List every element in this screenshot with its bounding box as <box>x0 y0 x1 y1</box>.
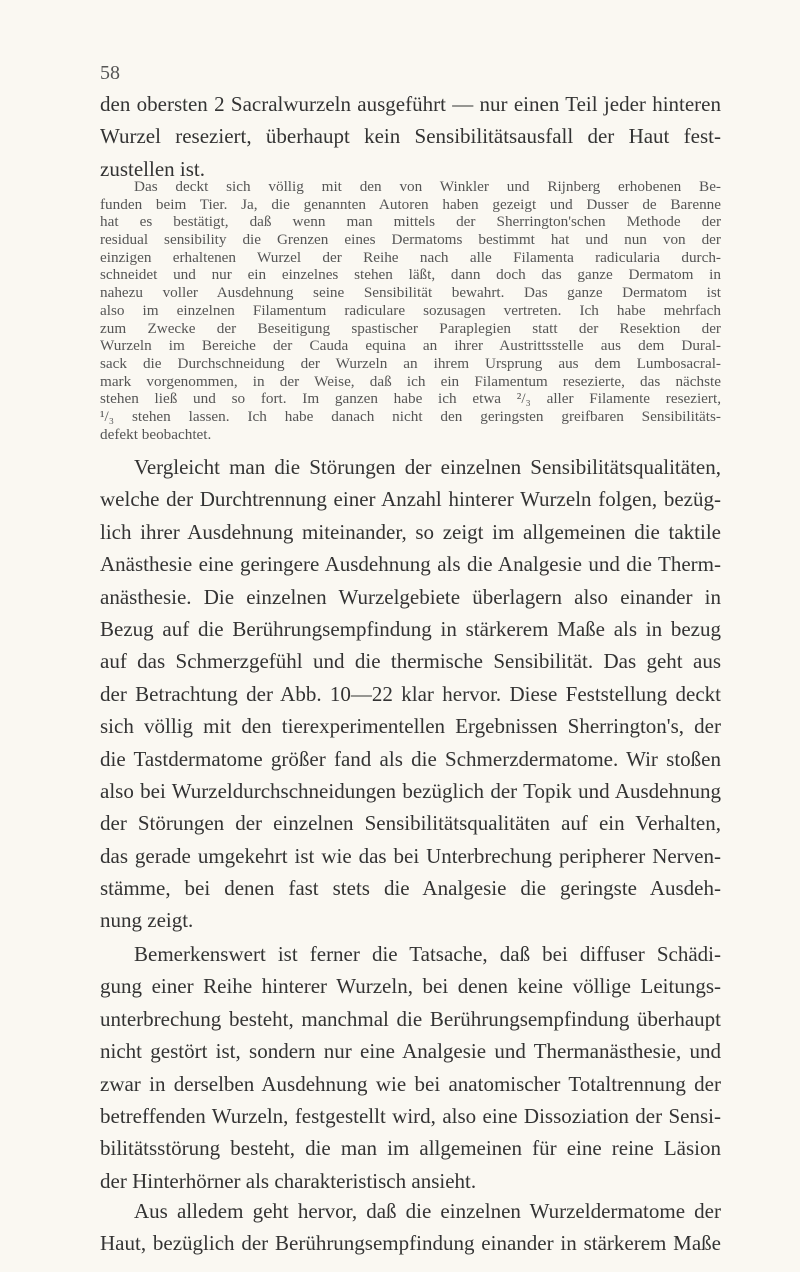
text-line: schneidet und nur ein einzelnes stehen läßt, dann doch das ganze Dermatom in <box>100 266 721 284</box>
text-line: sich völlig mit den tierexperimentellen Ergebnissen Sherrington's, der <box>100 714 721 739</box>
text-line: Bezug auf die Berührungsempfindung in stärkerem Maße als in bezug <box>100 616 721 641</box>
text-line: welche der Durchtrennung einer Anzahl hinterer Wurzeln folgen, bezüg- <box>100 487 721 512</box>
text-line: einzigen erhaltenen Wurzel der Reihe nach alle Filamenta radicularia durch- <box>100 248 721 266</box>
text-line: zustellen ist. <box>100 156 205 181</box>
text-line: der Störungen der einzelnen Sensibilitätsqualitäten auf ein Verhalten, <box>100 811 721 836</box>
text-line: hat es bestätigt, daß wenn man mittels der Sherrington'schen Methode der <box>100 213 721 231</box>
text-line: Bemerkenswert ist ferner die Tatsache, daß bei diffuser Schädi- <box>134 942 721 966</box>
text-line: nung zeigt. <box>100 908 194 933</box>
text-line: mark vorgenommen, in der Weise, daß ich ein Filamentum resezierte, das nächste <box>100 372 721 390</box>
text-line: zum Zwecke der Beseitigung spastischer Paraplegien statt der Resektion der <box>100 319 721 337</box>
text-line: betreffenden Wurzeln, festgestellt wird, also eine Dissoziation der Sensi- <box>100 1103 721 1128</box>
text-line: zwar in derselben Ausdehnung wie bei anatomischer Totaltrennung der <box>100 1071 721 1096</box>
text-line: lich ihrer Ausdehnung miteinander, so zeigt im allgemeinen die taktile <box>100 519 721 544</box>
text-line: Vergleicht man die Störungen der einzelnen Sensibilitätsqualitäten, <box>134 455 721 479</box>
text-line: Das deckt sich völlig mit den von Winkler und Rijnberg erhobenen Be- <box>134 178 721 195</box>
text-line: gung einer Reihe hinterer Wurzeln, bei denen keine völlige Leitungs- <box>100 974 721 999</box>
text-line: nahezu voller Ausdehnung seine Sensibilität bewahrt. Das ganze Dermatom ist <box>100 284 721 302</box>
text-line: ¹/₃ stehen lassen. Ich habe danach nicht den geringsten greifbaren Sensibilitäts- <box>100 407 721 425</box>
text-line: sack die Durchschneidung der Wurzeln an ihrem Ursprung aus dem Lumbosacral- <box>100 354 721 372</box>
text-line: Haut, bezüglich der Berührungsempfindung einander in stärkerem Maße <box>100 1231 721 1256</box>
text-line: auf das Schmerzgefühl und die thermische Sensibilität. Das geht aus <box>100 649 721 674</box>
text-line: funden beim Tier. Ja, die genannten Autoren haben gezeigt und Dusser de Barenne <box>100 195 721 213</box>
text-line: bilitätsstörung besteht, die man im allgemeinen für eine reine Läsion <box>100 1136 721 1161</box>
text-line: stämme, bei denen fast stets die Analgesie die geringste Ausdeh- <box>100 876 721 901</box>
paragraph <box>100 1195 721 1260</box>
text-line: unterbrechung besteht, manchmal die Berührungsempfindung überhaupt <box>100 1006 721 1031</box>
text-line: den obersten 2 Sacralwurzeln ausgeführt — nur einen Teil jeder hinteren <box>100 92 721 116</box>
paragraph <box>100 178 721 443</box>
text-line: also bei Wurzeldurchschneidungen bezüglich der Topik und Ausdehnung <box>100 778 721 803</box>
text-line: stehen ließ und so fort. Im ganzen habe ich etwa ²/₃ aller Filamente reseziert, <box>100 390 721 408</box>
text-line: anästhesie. Die einzelnen Wurzelgebiete überlagern also einander in <box>100 584 721 609</box>
text-line: der Hinterhörner als charakteristisch ansieht. <box>100 1168 477 1193</box>
text-line: defekt beobachtet. <box>100 425 212 443</box>
text-line: Aus alledem geht hervor, daß die einzelnen Wurzeldermatome der <box>134 1199 721 1223</box>
text-line: nicht gestört ist, sondern nur eine Analgesie und Thermanästhesie, und <box>100 1039 721 1064</box>
paragraph <box>100 451 721 937</box>
text-line: Wurzel reseziert, überhaupt kein Sensibilitätsausfall der Haut fest- <box>100 124 721 149</box>
text-line: Anästhesie eine geringere Ausdehnung als die Analgesie und die Therm- <box>100 552 721 577</box>
paragraph <box>100 88 721 185</box>
page-number: 58 <box>100 62 120 84</box>
text-line: residual sensibility die Grenzen eines Dermatoms bestimmt hat und nun von der <box>100 231 721 249</box>
text-line: die Tastdermatome größer fand als die Schmerzdermatome. Wir stoßen <box>100 746 721 771</box>
text-line: also im einzelnen Filamentum radiculare sozusagen vertreten. Ich habe mehrfach <box>100 301 721 319</box>
text-line: Wurzeln im Bereiche der Cauda equina an ihrer Austrittsstelle aus dem Dural- <box>100 337 721 355</box>
paragraph <box>100 938 721 1197</box>
text-line: das gerade umgekehrt ist wie das bei Unterbrechung peripherer Nerven- <box>100 843 721 868</box>
text-line: der Betrachtung der Abb. 10—22 klar hervor. Diese Feststellung deckt <box>100 681 721 706</box>
